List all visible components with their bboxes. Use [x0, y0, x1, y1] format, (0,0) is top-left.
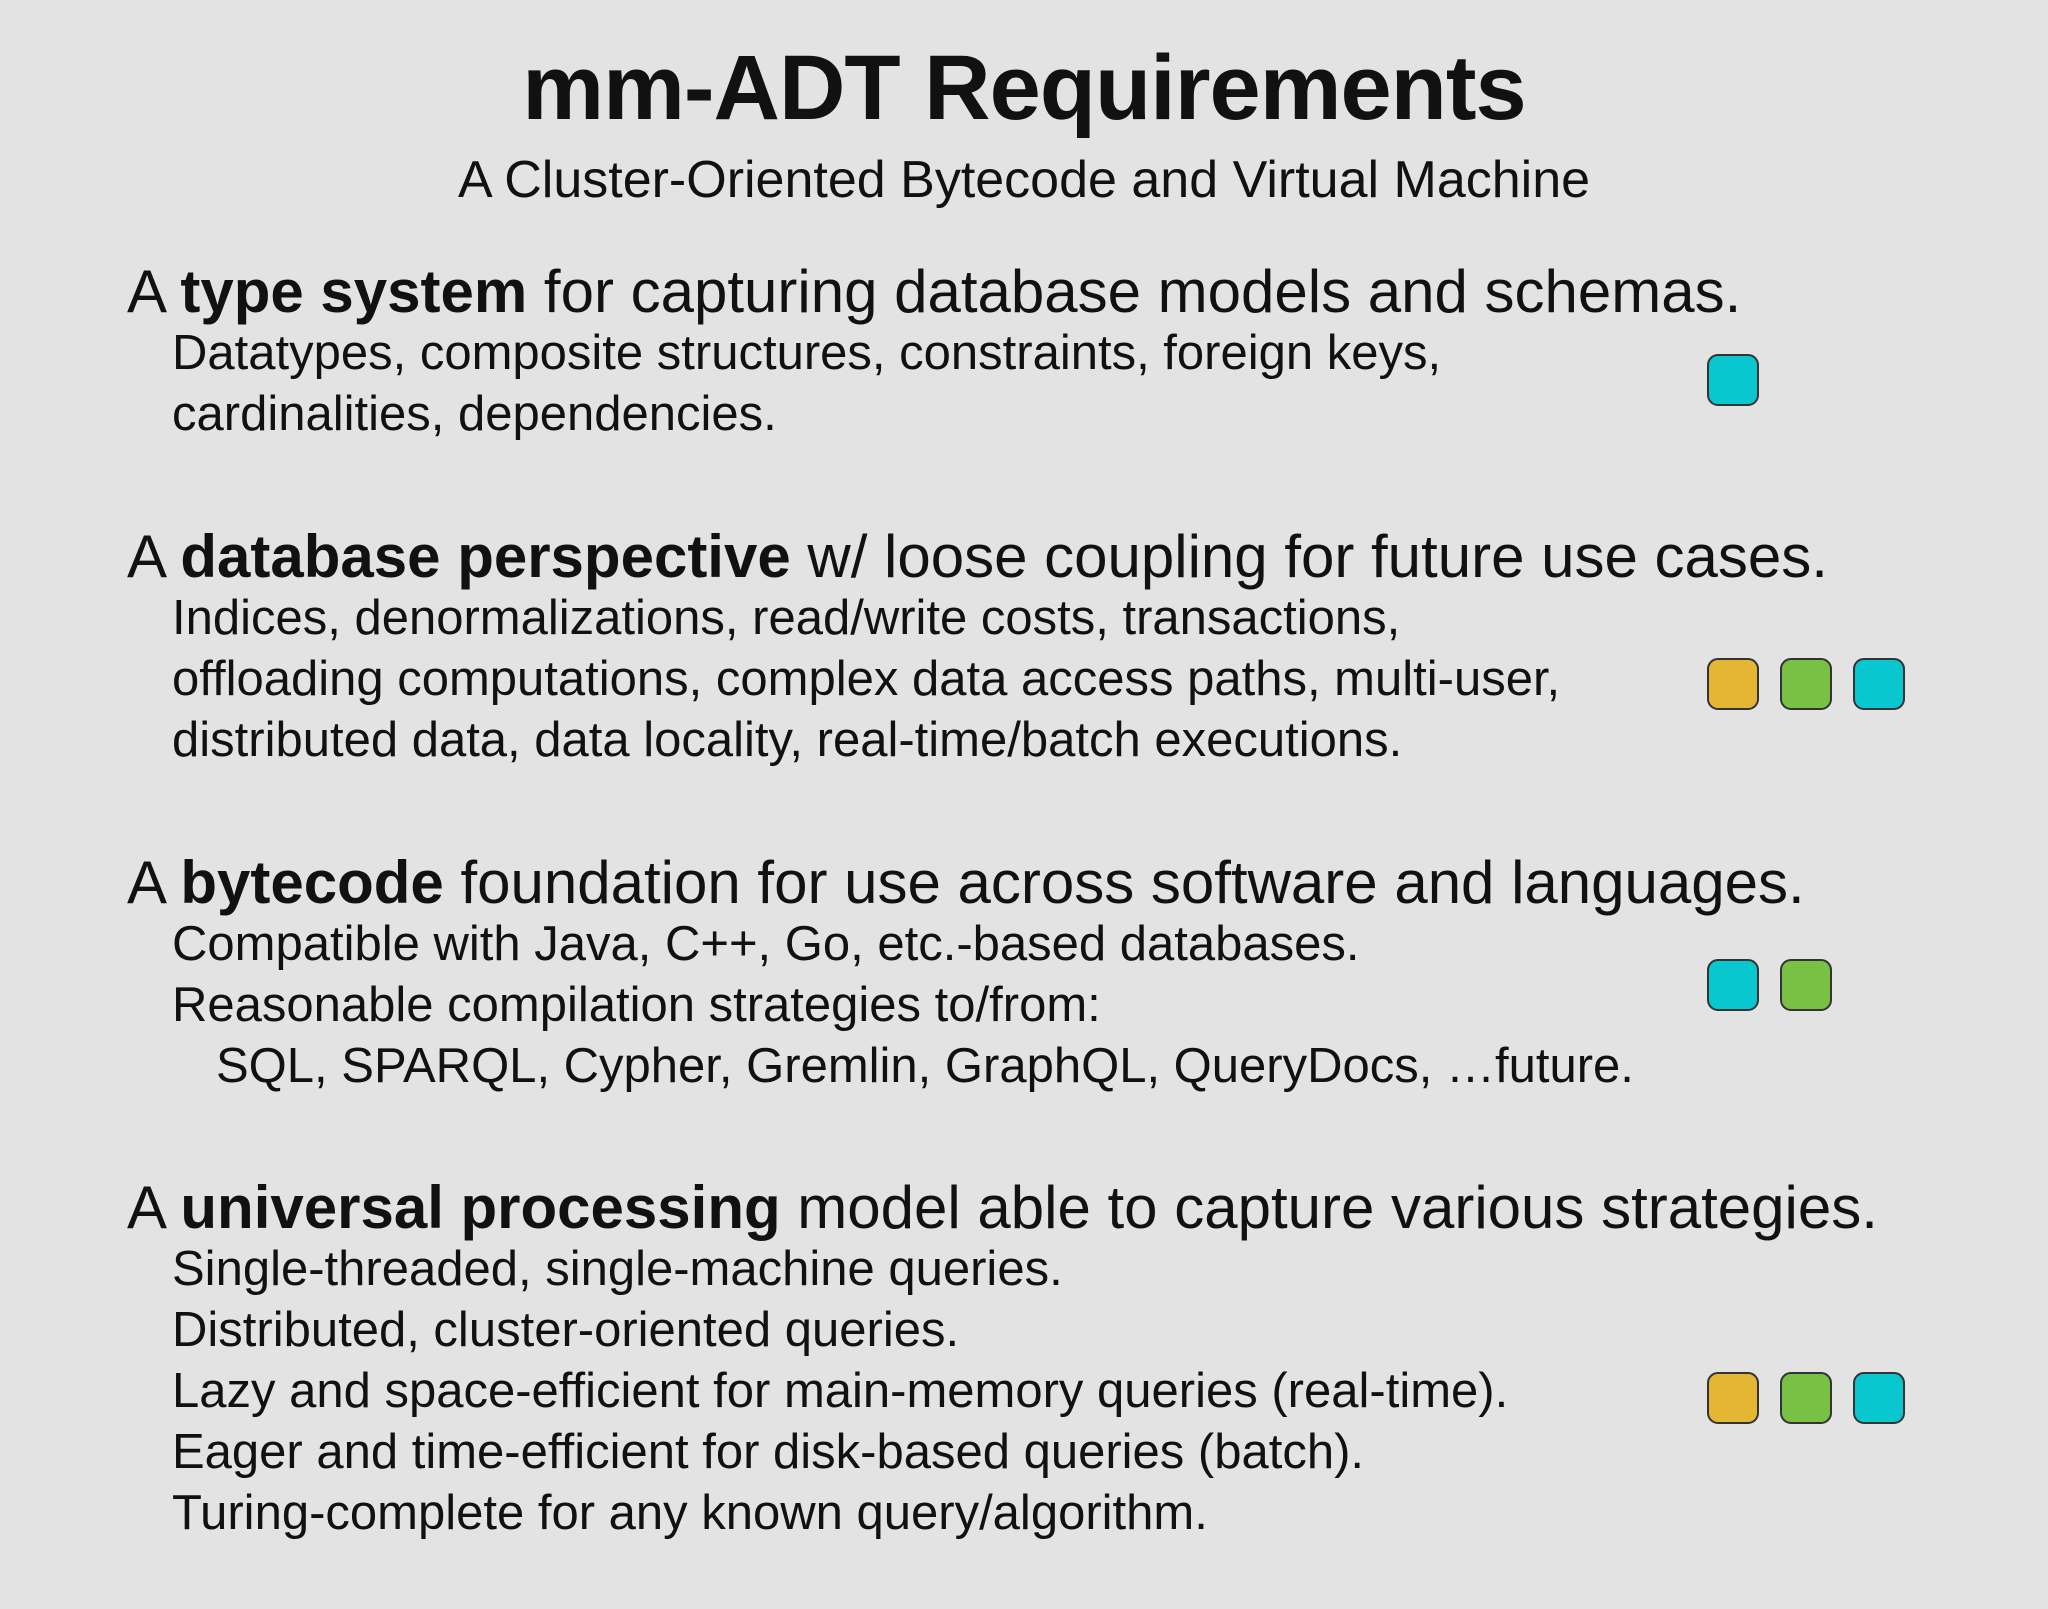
heading-keyword: database perspective: [180, 523, 791, 590]
requirement-heading: [127, 257, 1741, 327]
detail-line: Single-threaded, single-machine queries.: [172, 1242, 1063, 1296]
heading-keyword: universal processing: [180, 1174, 781, 1241]
green-tag: [1780, 658, 1832, 710]
detail-line: Turing-complete for any known query/algorithm.: [172, 1486, 1208, 1540]
cyan-tag: [1707, 354, 1759, 406]
requirement-details: [172, 588, 1560, 771]
requirement-details: [172, 1239, 1508, 1544]
detail-line: offloading computations, complex data access paths, multi-user,: [172, 652, 1561, 706]
requirement-heading: [127, 1173, 1878, 1243]
detail-line: Compatible with Java, C++, Go, etc.-based databases.: [172, 917, 1360, 971]
heading-rest: foundation for use across software and languages.: [443, 849, 1805, 916]
heading-keyword: type system: [180, 258, 528, 325]
detail-line: cardinalities, dependencies.: [172, 387, 777, 441]
heading-rest: for capturing database models and schemas.: [527, 258, 1742, 325]
color-tags: [1707, 1372, 1905, 1424]
requirement-details: [172, 914, 1634, 1097]
heading-prefix: A: [127, 258, 181, 325]
page-title: mm-ADT Requirements: [522, 37, 1526, 139]
detail-line: Distributed, cluster-oriented queries.: [172, 1303, 960, 1357]
heading-keyword: bytecode: [180, 849, 444, 916]
heading-prefix: A: [127, 523, 181, 590]
color-tags: [1707, 959, 1832, 1011]
detail-line: SQL, SPARQL, Cypher, Gremlin, GraphQL, QueryDocs, …future.: [216, 1039, 1634, 1093]
color-tags: [1707, 658, 1905, 710]
detail-line: Datatypes, composite structures, constraints, foreign keys,: [172, 326, 1442, 380]
detail-line: Eager and time-efficient for disk-based queries (batch).: [172, 1425, 1365, 1479]
heading-prefix: A: [127, 1174, 181, 1241]
detail-line: distributed data, data locality, real-time/batch executions.: [172, 713, 1403, 767]
green-tag: [1780, 959, 1832, 1011]
cyan-tag: [1853, 658, 1905, 710]
page-subtitle: A Cluster-Oriented Bytecode and Virtual Machine: [457, 151, 1591, 209]
cyan-tag: [1707, 959, 1759, 1011]
color-tags: [1707, 354, 1759, 406]
heading-rest: w/ loose coupling for future use cases.: [790, 523, 1828, 590]
detail-line: Indices, denormalizations, read/write costs, transactions,: [172, 591, 1401, 645]
green-tag: [1780, 1372, 1832, 1424]
detail-line: Reasonable compilation strategies to/from:: [172, 978, 1101, 1032]
requirement-details: [172, 323, 1441, 445]
heading-prefix: A: [127, 849, 181, 916]
requirement-heading: [127, 848, 1805, 918]
yellow-tag: [1707, 658, 1759, 710]
yellow-tag: [1707, 1372, 1759, 1424]
detail-line: Lazy and space-efficient for main-memory queries (real-time).: [172, 1364, 1509, 1418]
cyan-tag: [1853, 1372, 1905, 1424]
requirement-heading: [127, 522, 1828, 592]
heading-rest: model able to capture various strategies.: [780, 1174, 1878, 1241]
